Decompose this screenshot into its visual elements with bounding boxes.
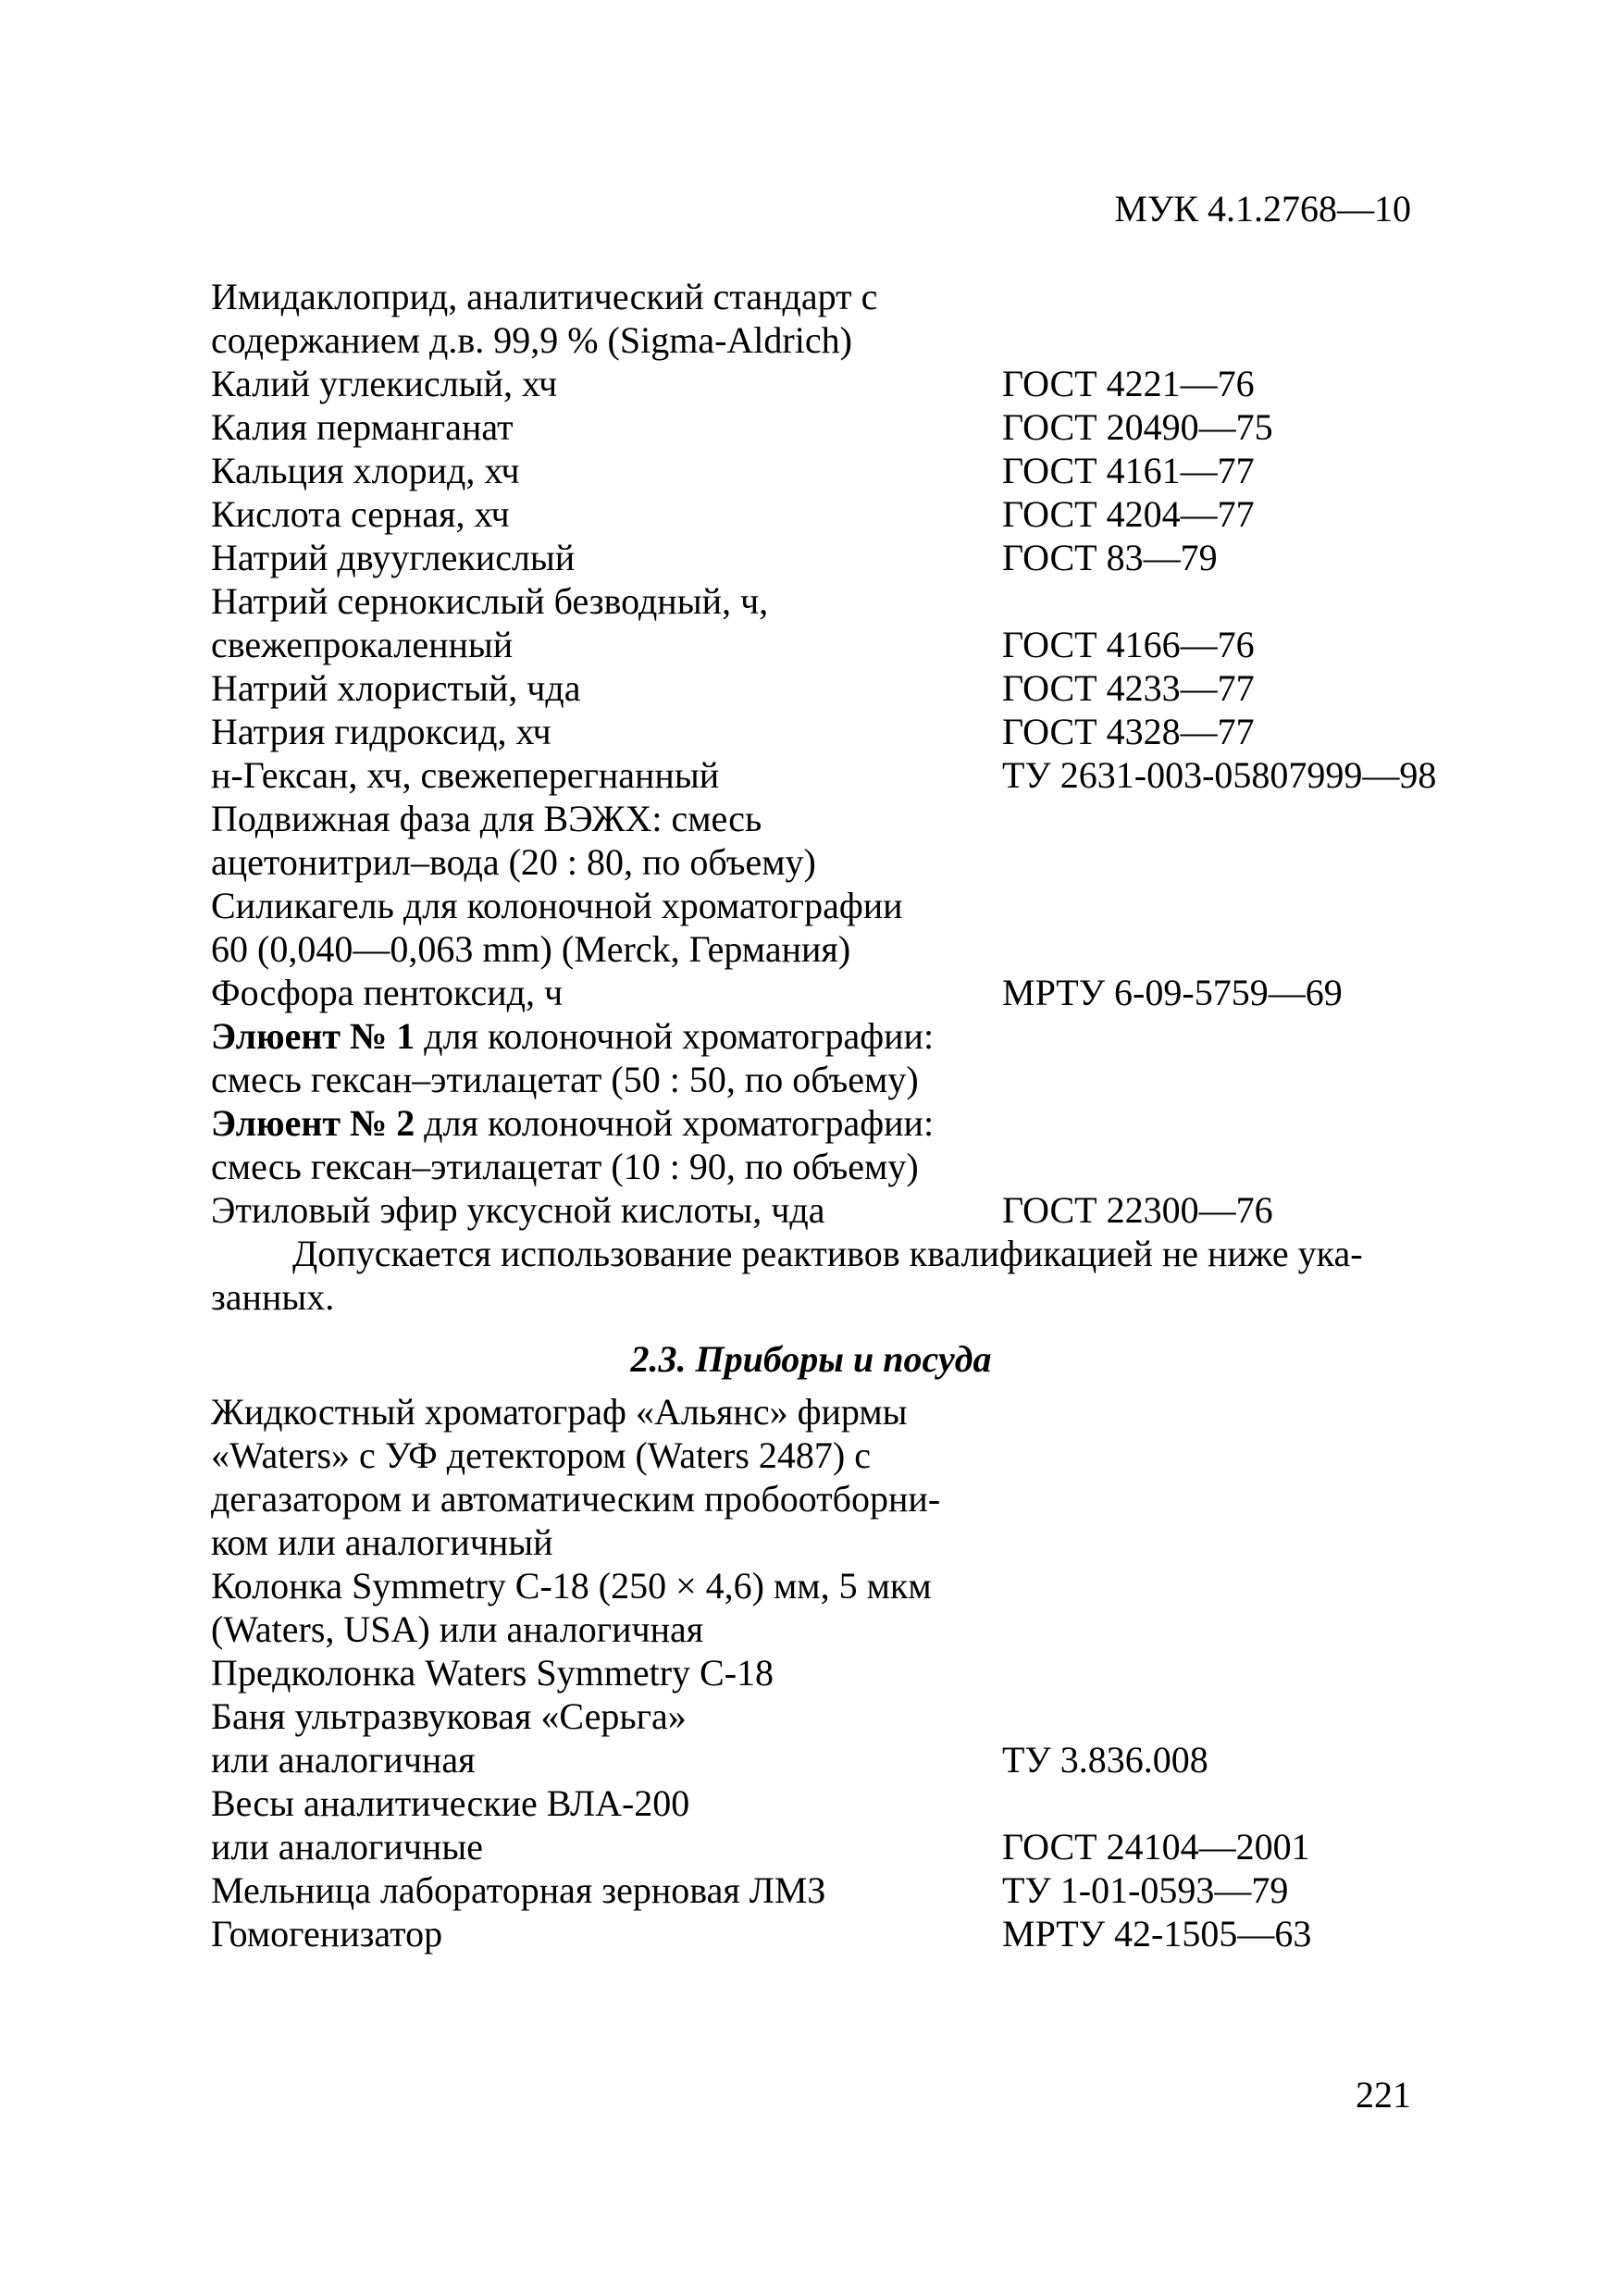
eluent-description: для колоночной хроматографии:: [415, 1102, 935, 1144]
item-name: н-Гексан, хч, свежеперегнанный: [211, 754, 720, 796]
list-item: [211, 1058, 1432, 1101]
item-name: Калий углекислый, хч: [211, 363, 558, 404]
item-name: «Waters» с УФ детектором (Waters 2487) с: [211, 1434, 871, 1476]
section-title: 2.3. Приборы и посуда: [630, 1338, 992, 1380]
note-paragraph: [211, 1232, 1411, 1319]
list-item: [211, 362, 1432, 405]
item-name: Силикагель для колоночной хроматографии: [211, 885, 903, 926]
item-standard: ГОСТ 20490—75: [1002, 406, 1273, 448]
item-name: ацетонитрил–вода (20 : 80, по объему): [211, 841, 816, 883]
reagents-list: [211, 275, 1437, 1014]
item-name: Подвижная фаза для ВЭЖХ: смесь: [211, 798, 762, 839]
list-item: [211, 971, 1432, 1014]
item-standard: ГОСТ 4166—76: [1002, 624, 1255, 665]
eluent-title: [211, 1014, 934, 1058]
list-item: [211, 1868, 1432, 1912]
list-item: [211, 666, 1432, 710]
page-content: [211, 275, 1437, 1955]
item-standard: ГОСТ 4204—77: [1002, 493, 1255, 535]
item-name: Натрий двууглекислый: [211, 537, 576, 578]
eluent-composition: смесь гексан–этилацетат (10 : 90, по объему): [211, 1146, 919, 1187]
list-item: [211, 623, 1432, 666]
eluent-description: для колоночной хроматографии:: [415, 1015, 935, 1057]
item-name: Предколонка Waters Symmetry С-18: [211, 1652, 774, 1694]
item-name: Весы аналитические ВЛА-200: [211, 1782, 690, 1824]
list-item: [211, 1781, 1432, 1825]
item-standard: МРТУ 42-1505—63: [1002, 1913, 1312, 1955]
item-name: Гомогенизатор: [211, 1913, 443, 1955]
list-item: [211, 797, 1432, 840]
eluent-composition: смесь гексан–этилацетат (50 : 50, по объему): [211, 1059, 919, 1100]
eluent-label: Элюент № 1: [211, 1015, 415, 1057]
eluent-label: Элюент № 2: [211, 1102, 415, 1144]
item-standard: ГОСТ 4221—76: [1002, 363, 1255, 404]
list-item: [211, 1651, 1432, 1694]
list-item: [211, 536, 1432, 579]
item-standard: ГОСТ 83—79: [1002, 537, 1218, 578]
item-standard: ГОСТ 4233—77: [1002, 667, 1255, 709]
item-name: (Waters, USA) или аналогичная: [211, 1608, 704, 1650]
list-item: [211, 405, 1432, 449]
list-item: [211, 1477, 1432, 1520]
equipment-list: [211, 1390, 1432, 1955]
item-name: Натрий сернокислый безводный, ч,: [211, 580, 769, 622]
item-name: дегазатором и автоматическим пробоотборни-: [211, 1478, 941, 1520]
item-name: Калия перманганат: [211, 406, 514, 448]
reagent-name: Этиловый эфир уксусной кислоты, чда: [211, 1189, 825, 1231]
list-item: [211, 1390, 1432, 1433]
eluents-list: [211, 1014, 1432, 1188]
list-item: [211, 927, 1432, 971]
item-name: Натрий хлористый, чда: [211, 667, 581, 709]
item-name: Колонка Symmetry С-18 (250 × 4,6) мм, 5 мкм: [211, 1565, 932, 1607]
item-name: Натрия гидроксид, хч: [211, 711, 551, 752]
page-number: 221: [1356, 2074, 1411, 2116]
item-name: или аналогичная: [211, 1739, 476, 1781]
item-name: Фосфора пентоксид, ч: [211, 972, 564, 1013]
document-code: МУК 4.1.2768—10: [1114, 188, 1411, 230]
list-item: [211, 710, 1432, 753]
list-item: [211, 1014, 1432, 1058]
list-item: [211, 1101, 1432, 1145]
list-item: [211, 275, 1432, 318]
list-item: [211, 1520, 1432, 1564]
list-item: [211, 449, 1432, 492]
reagent-standard: ГОСТ 22300—76: [1002, 1189, 1273, 1231]
list-item: [211, 492, 1432, 536]
item-name: содержанием д.в. 99,9 % (Sigma-Aldrich): [211, 319, 852, 361]
list-item: [211, 1607, 1432, 1651]
item-standard: ГОСТ 4161—77: [1002, 450, 1255, 491]
list-item: [211, 840, 1432, 884]
item-name: Баня ультразвуковая «Серьга»: [211, 1695, 687, 1737]
list-item: [211, 753, 1437, 797]
item-standard: ТУ 1-01-0593—79: [1002, 1869, 1289, 1911]
list-item: [211, 1694, 1432, 1738]
list-item: [211, 1145, 1432, 1188]
item-name: Кислота серная, хч: [211, 493, 510, 535]
note-line: Допускается использование реактивов квалификацией не ниже ука-: [292, 1233, 1363, 1274]
list-item: [211, 1433, 1432, 1477]
list-item: [211, 1564, 1432, 1607]
list-item: [211, 884, 1432, 927]
list-item: [211, 1825, 1432, 1868]
note-line: занных.: [211, 1276, 335, 1318]
item-standard: ГОСТ 4328—77: [1002, 711, 1255, 752]
item-name: Мельница лабораторная зерновая ЛМЗ: [211, 1869, 826, 1911]
item-name: Кальция хлорид, хч: [211, 450, 520, 491]
item-standard: ТУ 3.836.008: [1002, 1739, 1208, 1781]
item-name: Жидкостный хроматограф «Альянс» фирмы: [211, 1391, 908, 1433]
eluent-title: [211, 1101, 934, 1145]
list-item: [211, 1912, 1432, 1955]
item-standard: ТУ 2631-003-05807999—98: [1002, 754, 1437, 796]
list-item: [211, 579, 1432, 623]
item-name: или аналогичные: [211, 1826, 483, 1868]
list-item: [211, 1738, 1432, 1781]
item-standard: ГОСТ 24104—2001: [1002, 1826, 1310, 1868]
list-item: [211, 1188, 1432, 1232]
item-name: свежепрокаленный: [211, 624, 514, 665]
item-name: Имидаклоприд, аналитический стандарт с: [211, 276, 878, 317]
item-standard: МРТУ 6-09-5759—69: [1002, 972, 1343, 1013]
list-item: [211, 318, 1432, 362]
item-name: 60 (0,040—0,063 mm) (Merck, Германия): [211, 928, 851, 970]
item-name: ком или аналогичный: [211, 1521, 553, 1563]
